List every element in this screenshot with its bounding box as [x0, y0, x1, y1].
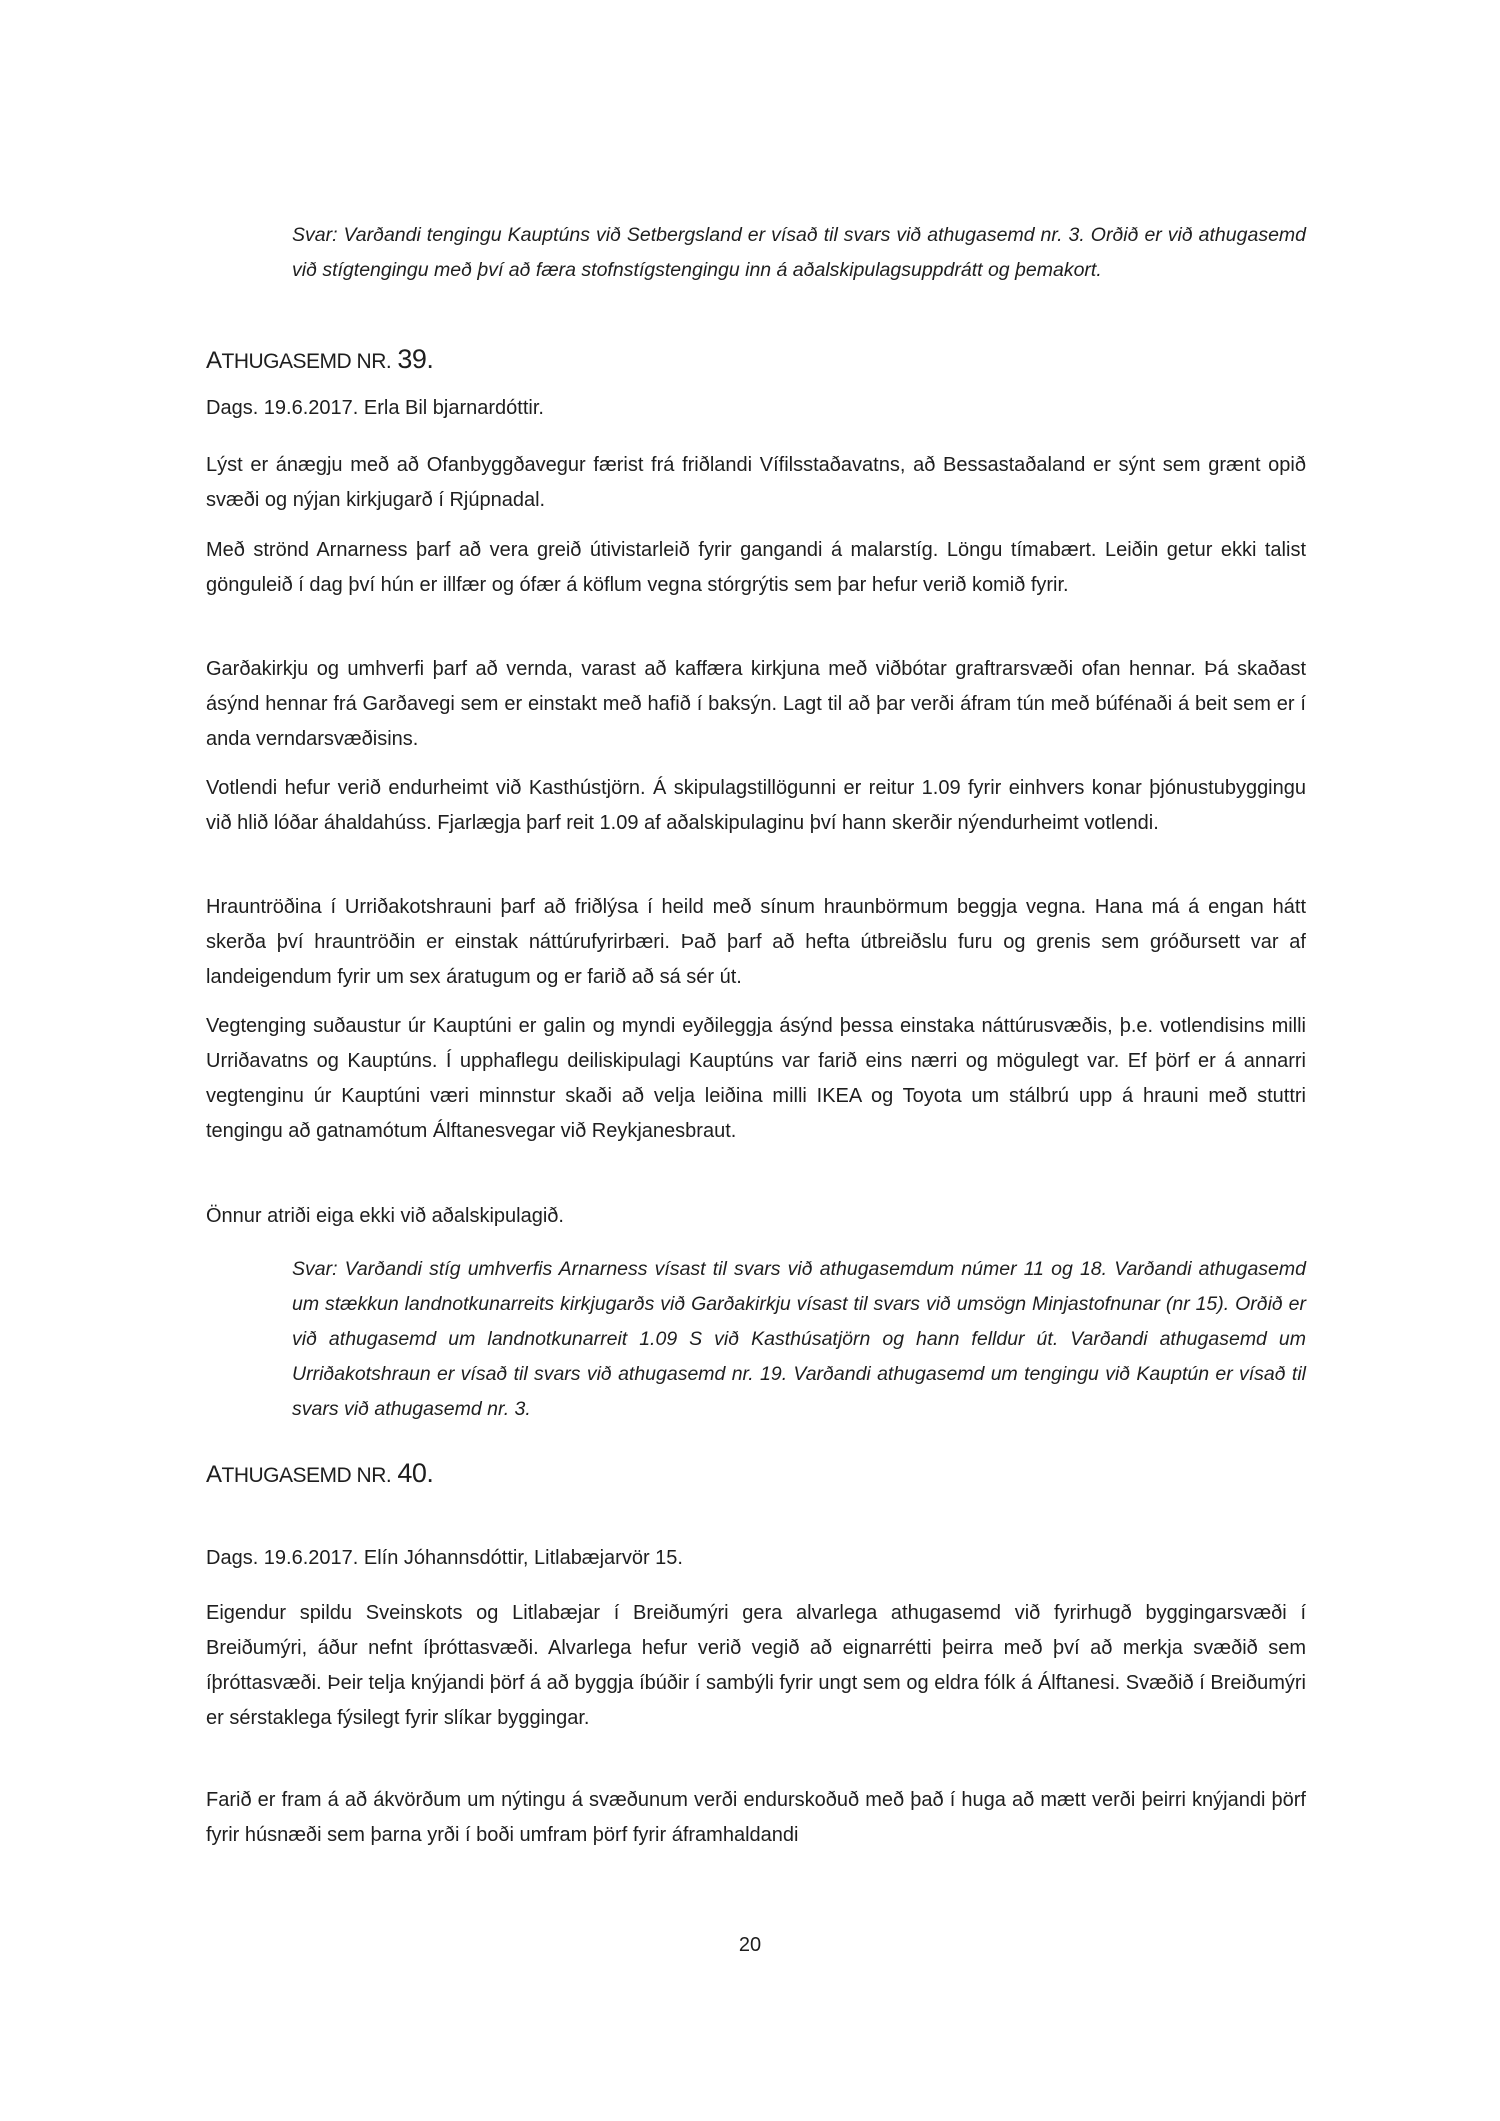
date-line: Dags. 19.6.2017. Erla Bil bjarnardóttir. — [206, 397, 544, 419]
section-heading-40 — [206, 1458, 433, 1489]
paragraph: Farið er fram á að ákvörðum um nýtingu á svæðunum verði endurskoðuð með það í huga að mætt verði þeirri knýjandi þörf fyrir húsnæði sem þarna yrði í boði umfram þörf fyrir áframhaldandi — [206, 1789, 1306, 1846]
heading-initial: A — [206, 347, 222, 374]
date-line: Dags. 19.6.2017. Elín Jóhannsdóttir, Litlabæjarvör 15. — [206, 1547, 683, 1569]
heading-text: THUGASEMD NR. — [221, 1464, 392, 1487]
paragraph: Garðakirkju og umhverfi þarf að vernda, varast að kaffæra kirkjuna með viðbótar graftrarsvæði ofan hennar. Þá skaðast ásýnd hennar frá Garðavegi sem er einstakt með hafið í baksýn. Lagt til að þar verði áfram tún með búfénaði á beit sem er í anda verndarsvæðisins. — [206, 658, 1306, 750]
paragraph: Önnur atriði eiga ekki við aðalskipulagið. — [206, 1205, 564, 1227]
page-number: 20 — [738, 1934, 762, 1956]
heading-initial: A — [206, 1461, 222, 1488]
paragraph: Hrauntröðina í Urriðakotshrauni þarf að friðlýsa í heild með sínum hraunbörmum beggja vegna. Hana má á engan hátt skerða því hrauntröðin er einstak náttúrufyrirbæri. Það þarf að hefta útbreiðslu furu og grenis sem gróðursett var af landeigendum fyrir um sex áratugum og er farið að sá sér út. — [206, 896, 1306, 988]
paragraph: Votlendi hefur verið endurheimt við Kasthústjörn. Á skipulagstillögunni er reitur 1.09 fyrir einhvers konar þjónustubyggingu við hlið lóðar áhaldahúss. Fjarlægja þarf reit 1.09 af aðalskipulaginu því hann skerðir nýendurheimt votlendi. — [206, 777, 1306, 834]
paragraph: Vegtenging suðaustur úr Kauptúni er galin og myndi eyðileggja ásýnd þessa einstaka náttúrusvæðis, þ.e. votlendisins milli Urriðavatns og Kauptúns. Í upphaflegu deiliskipulagi Kauptúns var farið eins nærri og mögulegt var. Ef þörf er á annarri vegtenginu úr Kauptúni væri minnstur skaði að velja leiðina milli IKEA og Toyota um stálbrú upp á hrauni með stuttri tengingu að gatnamótum Álftanesvegar við Reykjanesbraut. — [206, 1015, 1306, 1142]
reply-paragraph: Svar: Varðandi tengingu Kauptúns við Setbergsland er vísað til svars við athugasemd nr. 3. Orðið er við athugasemd við stígtengingu með því að færa stofnstígstengingu inn á aðalskipulagsuppdrátt og þemakort. — [292, 224, 1306, 281]
paragraph: Með strönd Arnarness þarf að vera greið útivistarleið fyrir gangandi á malarstíg. Löngu tímabært. Leiðin getur ekki talist gönguleið í dag því hún er illfær og ófær á köflum vegna stórgrýtis sem þar hefur verið komið fyrir. — [206, 539, 1306, 596]
heading-text: THUGASEMD NR. — [221, 350, 392, 373]
section-heading-39 — [206, 344, 433, 375]
paragraph: Lýst er ánægju með að Ofanbyggðavegur færist frá friðlandi Vífilsstaðavatns, að Bessastaðaland er sýnt sem grænt opið svæði og nýjan kirkjugarð í Rjúpnadal. — [206, 454, 1306, 511]
heading-number: 39. — [397, 344, 434, 374]
heading-number: 40. — [397, 1458, 434, 1488]
paragraph: Eigendur spildu Sveinskots og Litlabæjar í Breiðumýri gera alvarlega athugasemd við fyrirhugð byggingarsvæði í Breiðumýri, áður nefnt íþróttasvæði. Alvarlega hefur verið vegið að eignarrétti þeirra með því að merkja svæðið sem íþróttasvæði. Þeir telja knýjandi þörf á að byggja íbúðir í sambýli fyrir ungt sem og eldra fólk á Álftanesi. Svæðið í Breiðumýri er sérstaklega fýsilegt fyrir slíkar byggingar. — [206, 1602, 1306, 1729]
reply-paragraph: Svar: Varðandi stíg umhverfis Arnarness vísast til svars við athugasemdum númer 11 og 18. Varðandi athugasemd um stækkun landnotkunarreits kirkjugarðs við Garðakirkju vísast til svars við umsögn Minjastofnunar (nr 15). Orðið er við athugasemd um landnotkunarreit 1.09 S við Kasthúsatjörn og hann felldur út. Varðandi athugasemd um Urriðakotshraun er vísað til svars við athugasemd nr. 19. Varðandi athugasemd um tengingu við Kauptún er vísað til svars við athugasemd nr. 3. — [292, 1258, 1306, 1420]
